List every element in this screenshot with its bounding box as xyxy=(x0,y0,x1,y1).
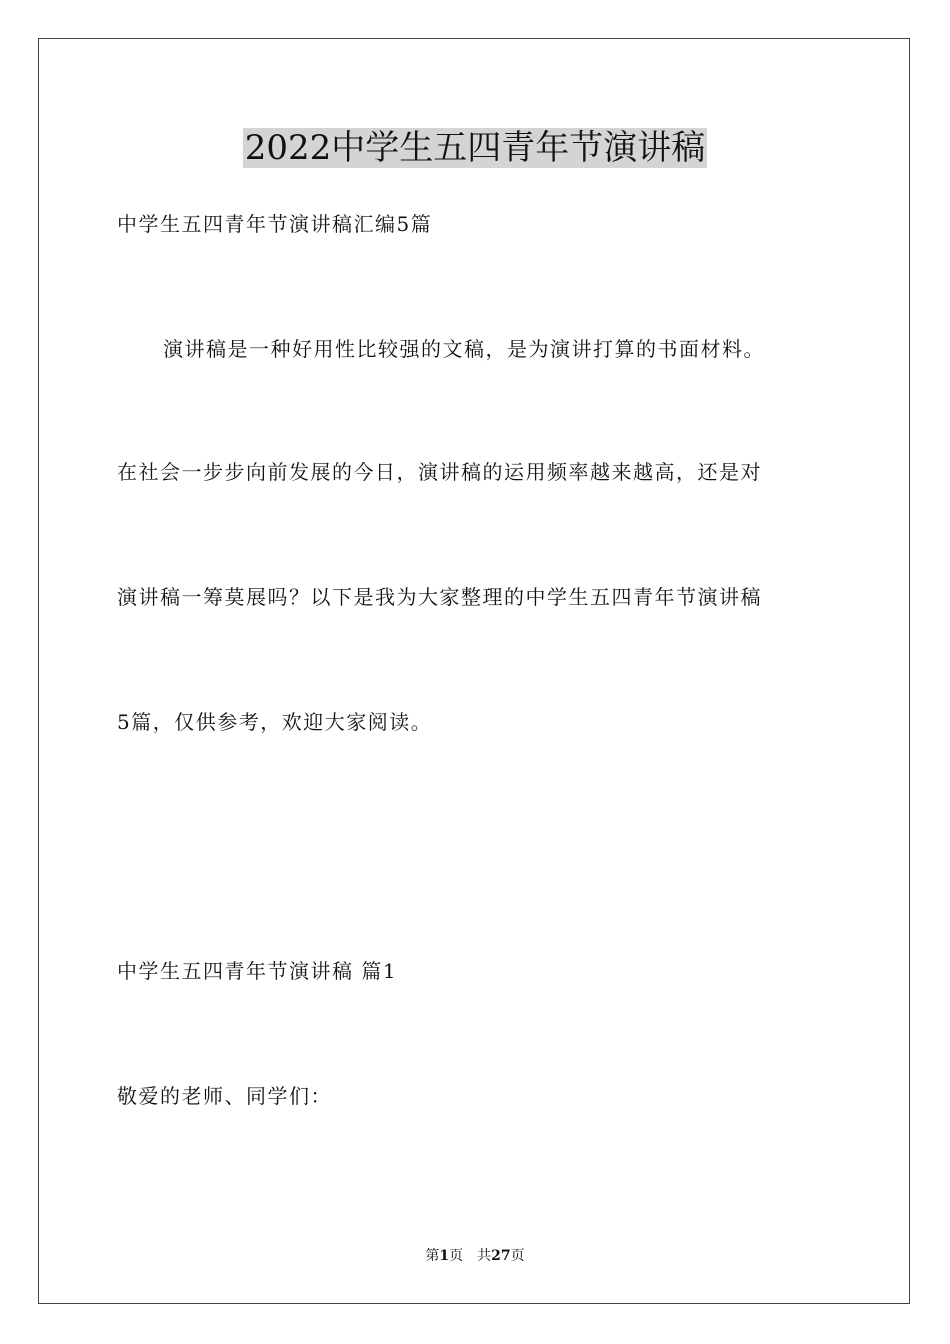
footer-page-suffix: 页 xyxy=(449,1248,464,1264)
footer-page-number: 1 xyxy=(439,1248,450,1264)
section-heading: 中学生五四青年节演讲稿 篇1 xyxy=(117,959,398,983)
greeting-line: 敬爱的老师、同学们： xyxy=(117,1084,332,1108)
footer-total-suffix: 页 xyxy=(510,1248,525,1264)
footer-page-prefix: 第 xyxy=(425,1248,440,1264)
document-title-text: 2022中学生五四青年节演讲稿 xyxy=(244,128,706,168)
intro-paragraph-line-3: 演讲稿一筹莫展吗？以下是我为大家整理的中学生五四青年节演讲稿 xyxy=(117,585,762,609)
footer-total-pages: 27 xyxy=(491,1248,511,1264)
footer-total-prefix: 共 xyxy=(477,1248,492,1264)
intro-paragraph-line-4: 5篇，仅供参考，欢迎大家阅读。 xyxy=(117,710,433,734)
document-subtitle: 中学生五四青年节演讲稿汇编5篇 xyxy=(117,212,433,236)
intro-paragraph-line-1: 演讲稿是一种好用性比较强的文稿，是为演讲打算的书面材料。 xyxy=(163,337,765,361)
intro-paragraph-line-2: 在社会一步步向前发展的今日，演讲稿的运用频率越来越高，还是对 xyxy=(117,460,762,484)
page-footer xyxy=(0,1246,950,1266)
document-title xyxy=(0,126,950,170)
